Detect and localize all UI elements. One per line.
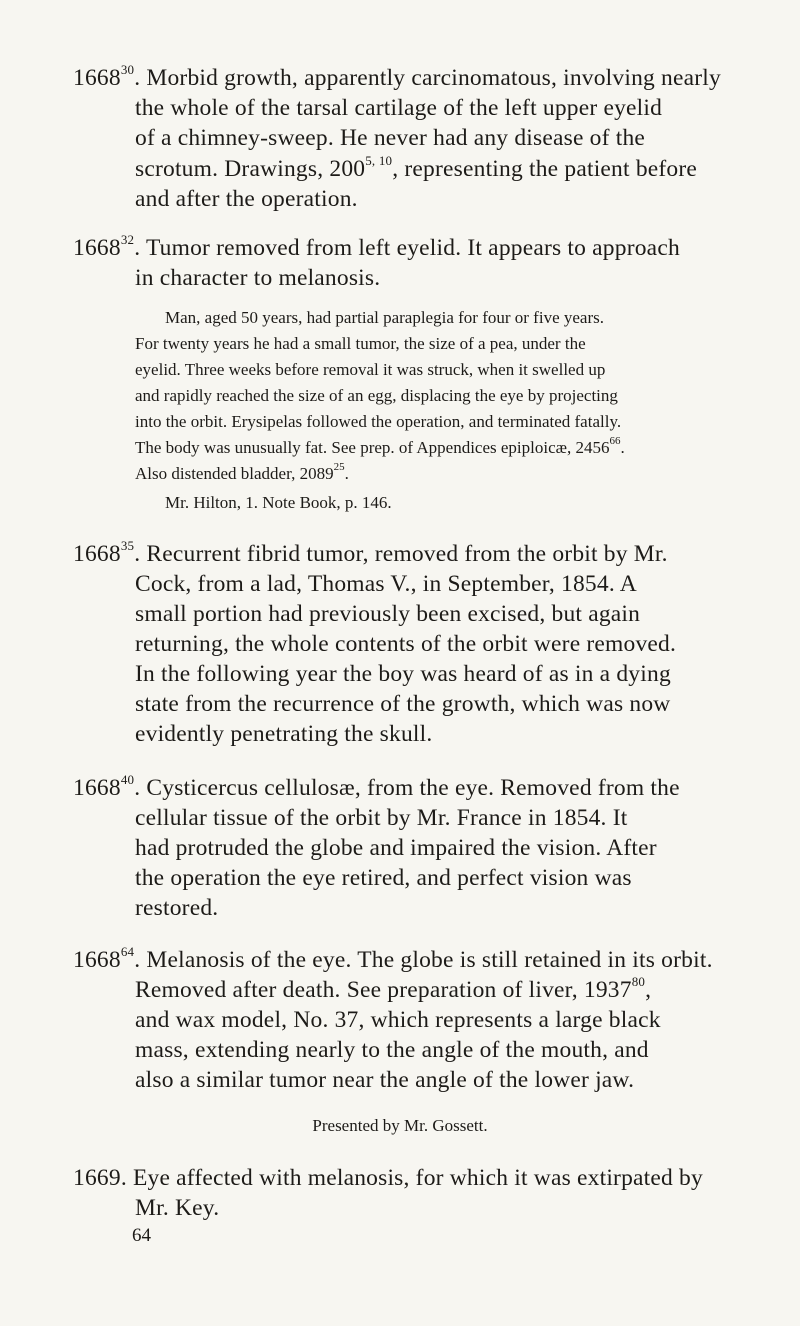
entry-text: , representing the patient before [392, 156, 698, 182]
detail-text: Also distended bladder, 2089 [135, 464, 334, 483]
detail-text: For twenty years he had a small tumor, the size of a pea, under the [135, 334, 586, 353]
entry-number: 1668 [73, 541, 121, 567]
page-number: 64 [132, 1225, 151, 1246]
entry-text: mass, extending nearly to the angle of the mouth, and [135, 1037, 649, 1063]
entry-line [135, 154, 697, 184]
liver-sup: 80 [631, 974, 646, 990]
entry-text: returning, the whole contents of the orbit were removed. [135, 631, 677, 657]
entry-number-sup: 40 [120, 772, 135, 788]
entry-number: 1668 [73, 947, 121, 973]
detail-line [135, 435, 625, 461]
entry-text: also a similar tumor near the angle of the lower jaw. [135, 1067, 635, 1093]
entry-text: . Tumor removed from left eyelid. It appears to approach [134, 235, 680, 261]
entry-line [73, 539, 668, 569]
entry-line [73, 773, 680, 803]
entry-text: . Morbid growth, apparently carcinomatous, involving nearly [134, 65, 721, 91]
attribution: Presented by Mr. Gossett. [312, 1116, 488, 1135]
entry-number-sup: 35 [120, 538, 135, 554]
entry-number-sup: 32 [120, 232, 135, 248]
entry-line [135, 975, 651, 1005]
entry-text: Cock, from a lad, Thomas V., in September, 1854. A [135, 571, 637, 597]
attribution: Mr. Hilton, 1. Note Book, p. 146. [165, 493, 392, 512]
detail-line [135, 461, 349, 487]
entry-line [73, 945, 713, 975]
appendices-sup: 66 [609, 435, 621, 448]
entry-line [73, 63, 721, 93]
entry-line [73, 233, 680, 263]
entry-text: . Melanosis of the eye. The globe is still retained in its orbit. [134, 947, 713, 973]
entry-text: had protruded the globe and impaired the vision. After [135, 835, 657, 861]
entry-text: evidently penetrating the skull. [135, 721, 433, 747]
detail-text: . [620, 438, 625, 457]
entry-text: the operation the eye retired, and perfect vision was [135, 865, 632, 891]
entry-number: 1668 [73, 235, 121, 261]
bladder-sup: 25 [333, 461, 345, 474]
entry-text: Mr. Key. [135, 1195, 220, 1221]
detail-text: Man, aged 50 years, had partial paraplegia for four or five years. [165, 308, 604, 327]
entry-text: scrotum. Drawings, 200 [135, 156, 366, 182]
entry-text: In the following year the boy was heard of as in a dying [135, 661, 671, 687]
entry-text: the whole of the tarsal cartilage of the left upper eyelid [135, 95, 663, 121]
entry-text: Removed after death. See preparation of liver, 1937 [135, 977, 632, 1003]
entry-text: , [645, 977, 652, 1003]
detail-text: The body was unusually fat. See prep. of Appendices epiploicæ, 2456 [135, 438, 610, 457]
entry-text: and after the operation. [135, 186, 358, 212]
entry-text: . Recurrent fibrid tumor, removed from the orbit by Mr. [134, 541, 668, 567]
entry-text: . Eye affected with melanosis, for which it was extirpated by [120, 1165, 703, 1191]
drawings-sup: 5, 10 [365, 153, 393, 169]
entry-text: small portion had previously been excised, but again [135, 601, 641, 627]
entry-number-sup: 64 [120, 944, 135, 960]
entry-number-sup: 30 [120, 62, 135, 78]
entry-number: 1669 [73, 1165, 121, 1191]
entry-line [73, 1163, 703, 1193]
detail-text: and rapidly reached the size of an egg, displacing the eye by projecting [135, 386, 618, 405]
entry-number: 1668 [73, 775, 121, 801]
entry-number: 1668 [73, 65, 121, 91]
entry-text: and wax model, No. 37, which represents a large black [135, 1007, 661, 1033]
detail-text: eyelid. Three weeks before removal it was struck, when it swelled up [135, 360, 606, 379]
entry-text: cellular tissue of the orbit by Mr. France in 1854. It [135, 805, 628, 831]
entry-text: of a chimney-sweep. He never had any disease of the [135, 125, 646, 151]
entry-text: in character to melanosis. [135, 265, 381, 291]
detail-text: into the orbit. Erysipelas followed the operation, and terminated fatally. [135, 412, 622, 431]
entry-text: . Cysticercus cellulosæ, from the eye. Removed from the [134, 775, 680, 801]
detail-text: . [344, 464, 349, 483]
entry-text: restored. [135, 895, 219, 921]
entry-text: state from the recurrence of the growth, which was now [135, 691, 671, 717]
